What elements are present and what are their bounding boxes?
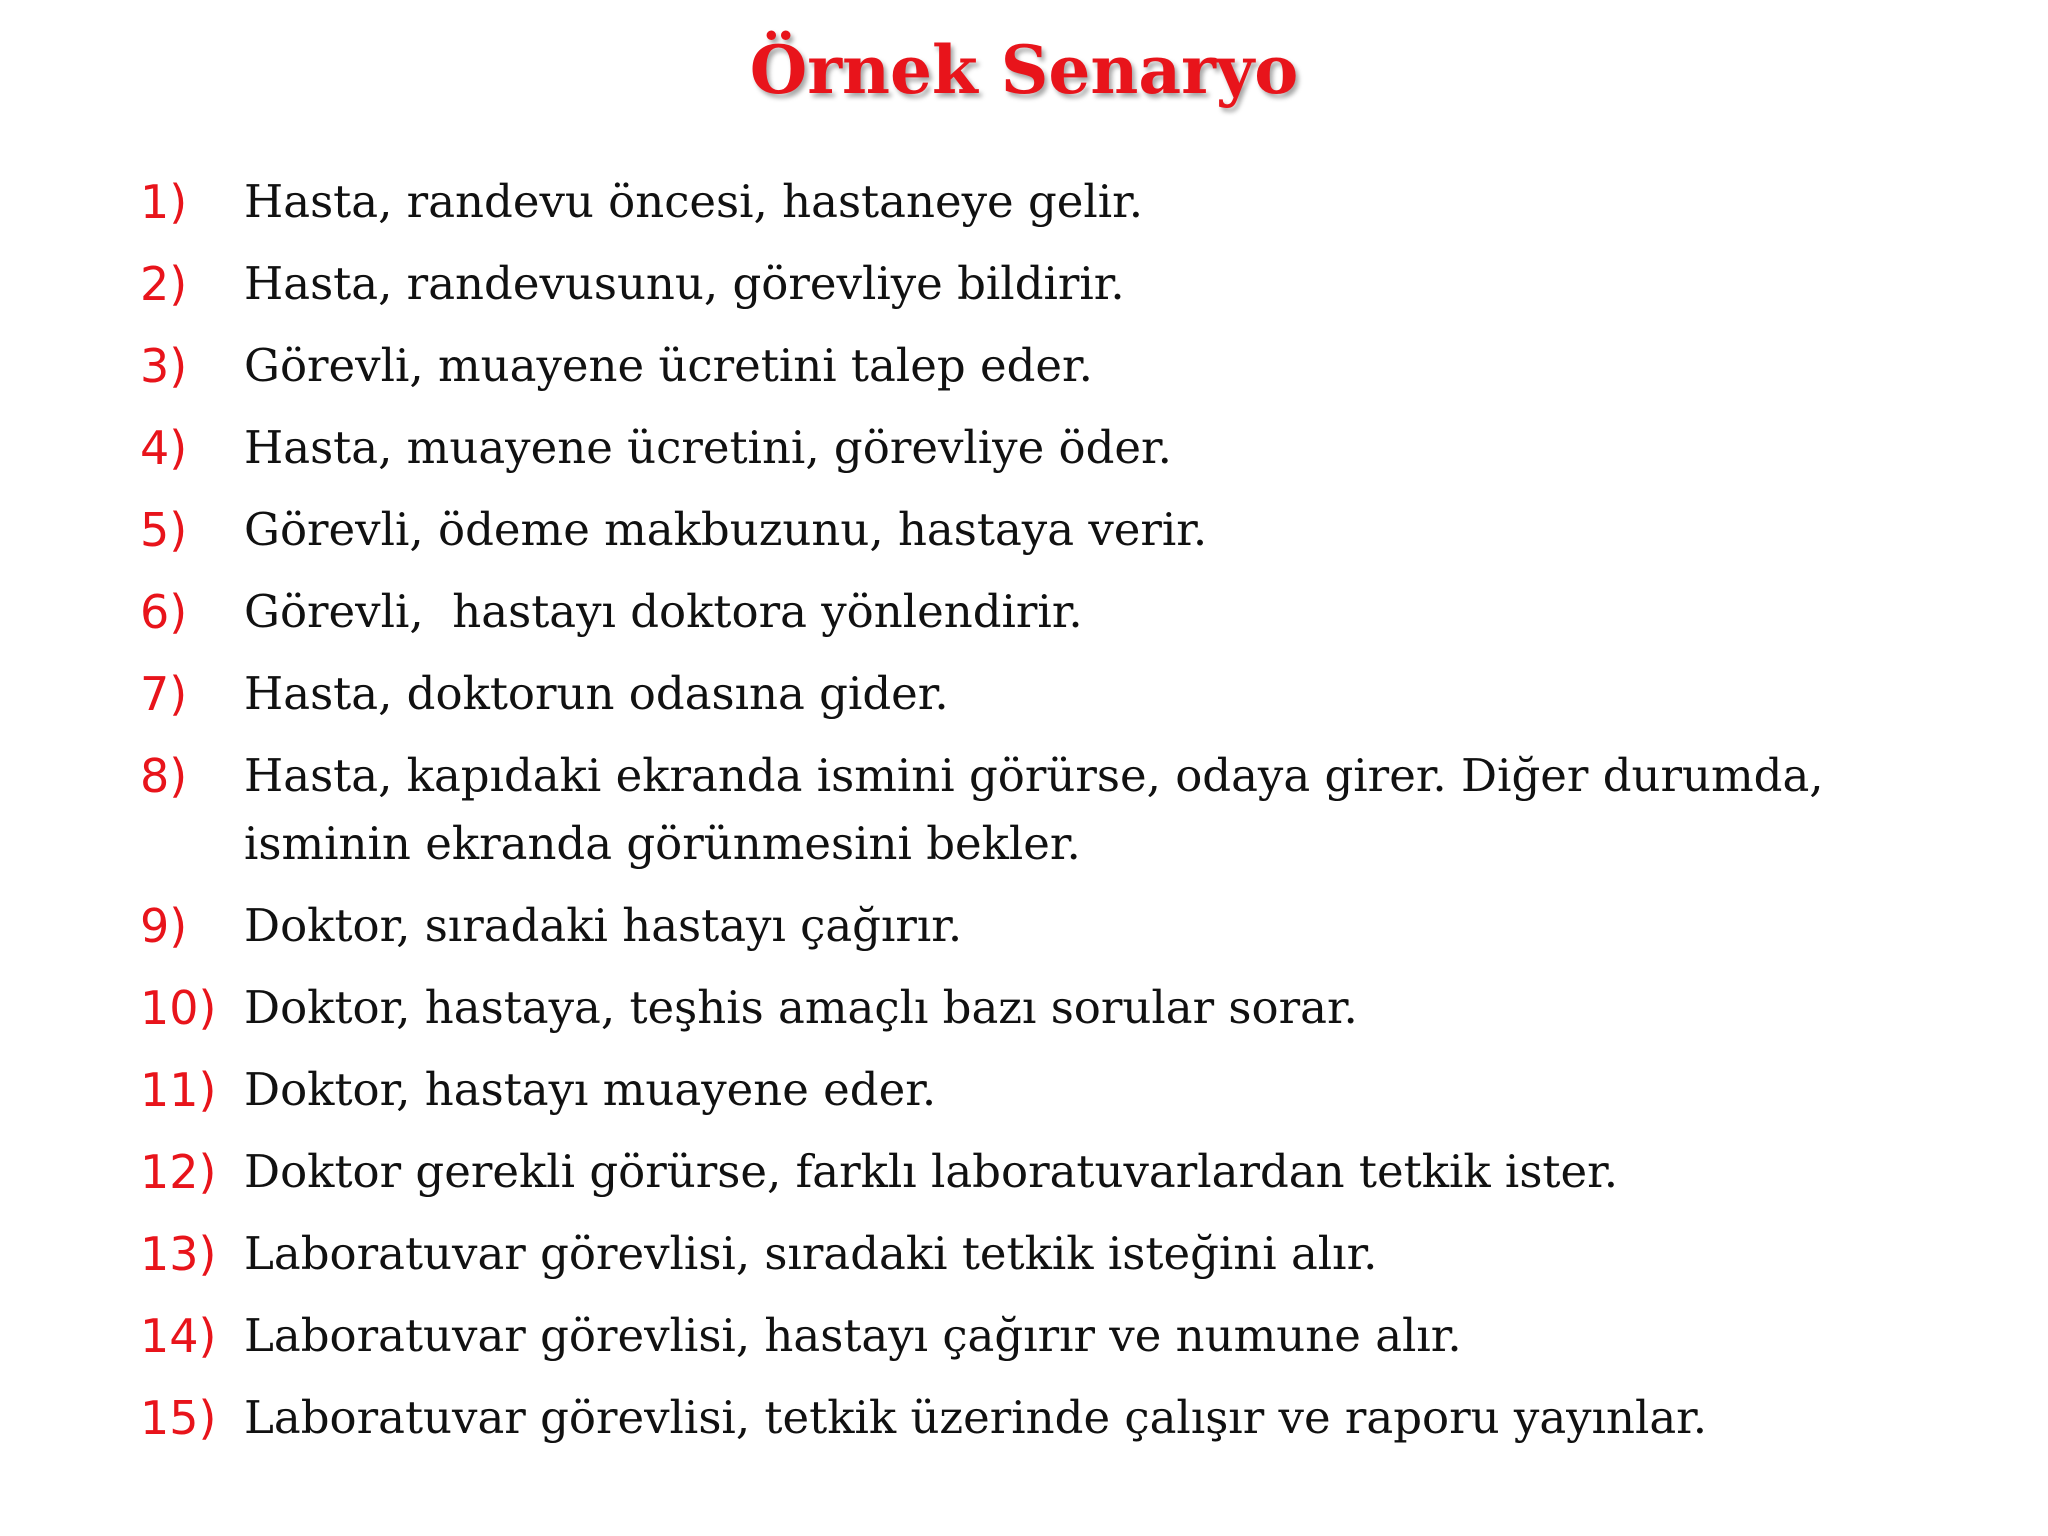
- scenario-step: [140, 578, 1940, 646]
- scenario-step: [140, 1302, 1940, 1370]
- step-text: Hasta, kapıdaki ekranda ismini görürse, odaya girer. Diğer durumda, isminin ekranda görünmesini bekler.: [244, 749, 1838, 870]
- step-text: Görevli, hastayı doktora yönlendirir.: [244, 585, 1083, 638]
- scenario-step: [140, 1384, 1940, 1452]
- scenario-step: [140, 1138, 1940, 1206]
- scenario-step: [140, 974, 1940, 1042]
- scenario-step: [140, 332, 1940, 400]
- scenario-steps-list: [140, 168, 1940, 1466]
- step-text: Hasta, randevusunu, görevliye bildirir.: [244, 257, 1125, 310]
- step-number: 2): [140, 257, 188, 311]
- scenario-step: [140, 1056, 1940, 1124]
- step-text: Doktor, hastayı muayene eder.: [244, 1063, 937, 1116]
- slide-title: Örnek Senaryo: [749, 31, 1299, 109]
- step-number: 7): [140, 667, 188, 721]
- step-number: 9): [140, 899, 188, 953]
- scenario-step: [140, 414, 1940, 482]
- step-text: Laboratuvar görevlisi, tetkik üzerinde çalışır ve raporu yayınlar.: [244, 1391, 1708, 1444]
- step-text: Laboratuvar görevlisi, sıradaki tetkik isteğini alır.: [244, 1227, 1378, 1280]
- step-number: 1): [140, 175, 188, 229]
- scenario-step: [140, 250, 1940, 318]
- step-text: Hasta, muayene ücretini, görevliye öder.: [244, 421, 1172, 474]
- step-number: 14): [140, 1309, 217, 1363]
- step-text: Görevli, ödeme makbuzunu, hastaya verir.: [244, 503, 1208, 556]
- step-number: 3): [140, 339, 188, 393]
- step-number: 11): [140, 1063, 217, 1117]
- scenario-step: [140, 660, 1940, 728]
- step-text: Doktor, sıradaki hastayı çağırır.: [244, 899, 963, 952]
- step-text: Doktor, hastaya, teşhis amaçlı bazı sorular sorar.: [244, 981, 1358, 1034]
- step-number: 12): [140, 1145, 217, 1199]
- step-text: Doktor gerekli görürse, farklı laboratuvarlardan tetkik ister.: [244, 1145, 1618, 1198]
- step-number: 15): [140, 1391, 217, 1445]
- scenario-step: [140, 168, 1940, 236]
- step-number: 5): [140, 503, 188, 557]
- step-number: 13): [140, 1227, 217, 1281]
- scenario-step: [140, 742, 1940, 878]
- step-text: Hasta, randevu öncesi, hastaneye gelir.: [244, 175, 1144, 228]
- scenario-step: [140, 1220, 1940, 1288]
- scenario-step: [140, 496, 1940, 564]
- step-number: 6): [140, 585, 188, 639]
- step-text: Hasta, doktorun odasına gider.: [244, 667, 949, 720]
- scenario-step: [140, 892, 1940, 960]
- step-text: Görevli, muayene ücretini talep eder.: [244, 339, 1093, 392]
- step-number: 10): [140, 981, 217, 1035]
- step-number: 4): [140, 421, 188, 475]
- step-text: Laboratuvar görevlisi, hastayı çağırır ve numune alır.: [244, 1309, 1462, 1362]
- step-number: 8): [140, 749, 188, 803]
